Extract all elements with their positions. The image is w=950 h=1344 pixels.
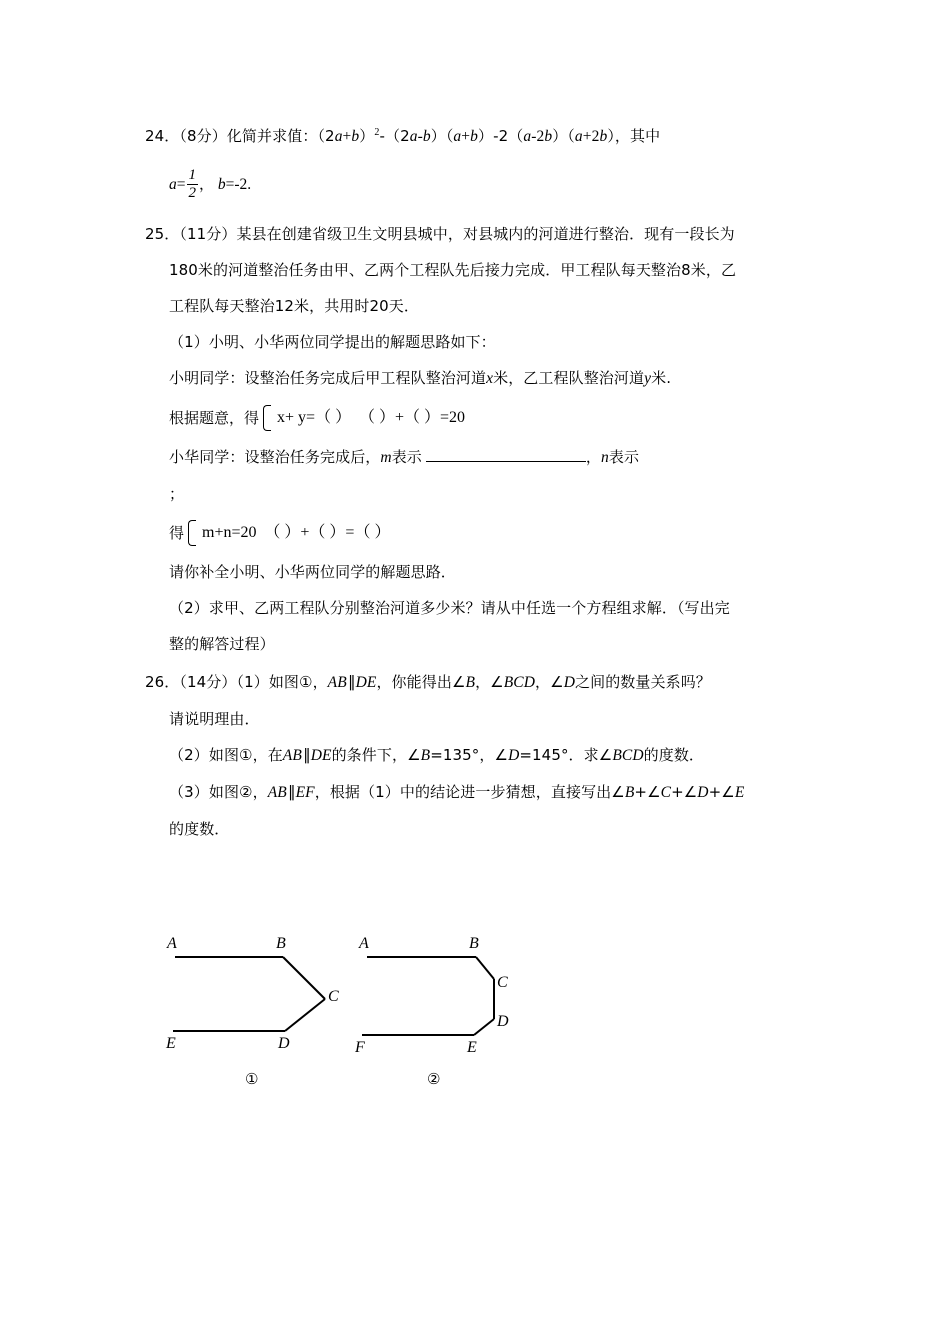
expr-b1: b [351,128,360,145]
expr-p7: + [461,128,471,145]
fig2-vertex-label-A: A [359,935,369,952]
expr-exponent: 2 [374,126,380,138]
equation-system-2-row [145,518,817,548]
fig1-vertex-label-D: D [278,1035,290,1052]
p26-3-p2: +∠ [671,783,698,801]
p26-3-c: C [660,784,672,801]
expr-p10: ）（ [552,127,575,145]
problem-24-statement [145,118,817,155]
p26-2-de: DE [310,747,332,764]
expr-b2: b [422,128,431,145]
p26-1-b: B [465,674,476,691]
fig1-vertex-label-E: E [166,1035,176,1052]
parallel-icon-2: ∥ [302,747,310,764]
expr-p6: ）（ [430,127,454,145]
problem-25-line-2: 180米的河道整治任务由甲、乙两个工程队先后接力完成．甲工程队每天整治8米，乙 [169,261,737,279]
p26-3-e: E [734,784,745,801]
problem-25-part-2: （2）求甲、乙两工程队分别整治河道多少米？请从中任选一个方程组求解．（写出完 [169,599,730,617]
system-1-equation-1: x+ y=（ ） [277,409,352,426]
fig1-vertex-label-A: A [167,935,177,952]
segment-BC-fig1 [283,957,325,999]
problem-24-lead: 24．（8分）化简并求值： [145,127,318,145]
problem-26-part-1-cont: 请说明理由． [169,710,260,728]
expr-a4: a [523,128,532,145]
expr-p12: ），其中 [607,127,661,145]
xiaohua-mid-2: ， [585,448,601,466]
problem-25 [145,216,817,662]
expr-p3: ） [359,127,375,145]
p26-2-eq2: =145°．求∠ [519,746,613,764]
p26-3-p3: +∠ [708,783,735,801]
xiaoming-prefix: 小明同学：设整治任务完成后甲工程队整治河道 [169,369,487,387]
expr-p5: - [417,128,423,145]
fraction-denominator: 2 [188,185,196,202]
p26-2-suffix: 的度数． [643,746,705,764]
xiaoming-mid: 米，乙工程队整治河道 [493,369,645,387]
expr-a1: a [334,128,343,145]
system-2-lead: 得 [169,524,185,542]
given-comma: ， [199,175,215,193]
p26-3-d: D [697,784,709,801]
problem-25-xiaoming-line [145,360,817,397]
fraction-numerator: 1 [188,167,196,184]
p26-3-ab: AB [267,784,287,801]
expr-p8: ）-2（ [477,127,524,145]
expr-b3: b [470,128,478,145]
p26-3-p1: +∠ [634,783,661,801]
p26-1-de: DE [355,674,377,691]
p26-1-mid3: ，∠ [535,673,564,691]
xiaohua-mid-1: 表示 [391,448,422,466]
expr-p4: -（2 [379,127,410,145]
page-content [145,118,817,849]
equation-system-1 [261,403,465,433]
p26-1-suffix: 之间的数量关系吗？ [575,673,711,691]
p26-1-mid: ，你能得出∠ [376,673,466,691]
fig2-vertex-label-C: C [497,974,508,991]
given-b-label: b [217,176,226,193]
problem-25-line-3: 工程队每天整治12米，共用时20天． [169,297,419,315]
equation-system-1-row [145,403,817,433]
equation-system-2 [186,518,390,548]
problem-25-tail-1: 请你补全小明、小华两位同学的解题思路． [169,563,456,581]
p26-3-ef: EF [295,784,315,801]
problem-26-part-3-cont: 的度数． [169,820,230,838]
p26-3-mid: ，根据（1）中的结论进一步猜想，直接写出∠ [314,783,625,801]
fig2-vertex-label-B: B [469,935,479,952]
xiaohua-mid-3: 表示 [608,448,640,466]
fig2-vertex-label-F: F [355,1039,365,1056]
p26-2-d: D [508,747,520,764]
problem-25-xiaohua-line [145,439,817,476]
segment-CD-fig1 [285,999,325,1031]
p26-2-b: B [420,747,431,764]
problem-25-part-1: （1）小明、小华两位同学提出的解题思路如下： [169,333,496,351]
problem-26 [145,664,817,847]
problem-26-part-2 [145,737,817,774]
figures-container [145,925,817,1105]
p26-2-eq1: =135°，∠ [430,746,509,764]
given-b-value: =-2. [225,176,252,193]
problem-24 [145,118,817,214]
xiaoming-var-x: x [486,370,494,387]
xiaohua-prefix: 小华同学：设整治任务完成后， [169,448,381,466]
problem-26-part-1 [145,664,817,701]
problem-26-part-3 [145,774,817,811]
figure-2-shape [362,957,494,1035]
xiaoming-suffix: 米. [651,369,672,387]
system-1-lead: 根据题意，得 [169,409,260,427]
fig2-vertex-label-D: D [497,1013,509,1030]
xiaoming-var-y: y [644,370,652,387]
xiaohua-var-n: n [601,449,609,466]
expr-p1: （2 [317,127,335,145]
segment-BC-fig2 [476,957,494,979]
problem-25-tail-3: 整的解答过程） [169,635,275,653]
p26-3-prefix: （3）如图②， [169,783,268,801]
problem-25-line-1: 25．（11分）某县在创建省级卫生文明县城中，对县城内的河道进行整治．现有一段长为 [145,225,735,243]
p26-1-mid2: ，∠ [475,673,504,691]
figure-1-shape [173,957,325,1031]
p26-2-ab: AB [282,747,302,764]
p26-1-prefix: 26．（14分）（1）如图①， [145,673,328,691]
figure-2-caption: ② [427,1070,441,1088]
p26-3-b: B [624,784,635,801]
given-a-label: a [169,176,177,193]
system-2-equation-2: （ ）+（ ）=（ ） [264,524,391,541]
p26-2-mid: 的条件下，∠ [331,746,421,764]
xiaohua-blank-m[interactable] [426,447,586,462]
fraction-one-half [187,168,199,201]
expr-b5: b [599,128,608,145]
fig1-vertex-label-C: C [328,988,339,1005]
expr-p9: -2 [531,128,545,145]
parallel-icon: ∥ [347,674,355,691]
segment-DE-fig2 [474,1019,494,1035]
xiaohua-var-m: m [380,449,392,466]
expr-a2: a [409,128,418,145]
system-2-equation-1: m+n=20 [202,524,257,541]
problem-24-given-values [145,155,817,214]
system-1-equation-2: （ ）+（ ）=20 [358,409,466,426]
given-a-equals: = [176,176,186,193]
expr-a3: a [453,128,462,145]
p26-1-d: D [563,674,575,691]
xiaohua-semicolon-line: ； [169,485,185,503]
expr-b4: b [544,128,553,145]
expr-p11: +2 [582,128,600,145]
fig2-vertex-label-E: E [467,1039,477,1056]
parallel-icon-3: ∥ [287,784,295,801]
p26-1-ab: AB [327,674,347,691]
p26-1-bcd: BCD [503,674,536,691]
p26-2-bcd: BCD [612,747,644,764]
figure-1-caption: ① [245,1070,259,1088]
expr-p2: + [342,128,352,145]
p26-2-prefix: （2）如图①，在 [169,746,283,764]
expr-a5: a [574,128,583,145]
fig1-vertex-label-B: B [276,935,286,952]
